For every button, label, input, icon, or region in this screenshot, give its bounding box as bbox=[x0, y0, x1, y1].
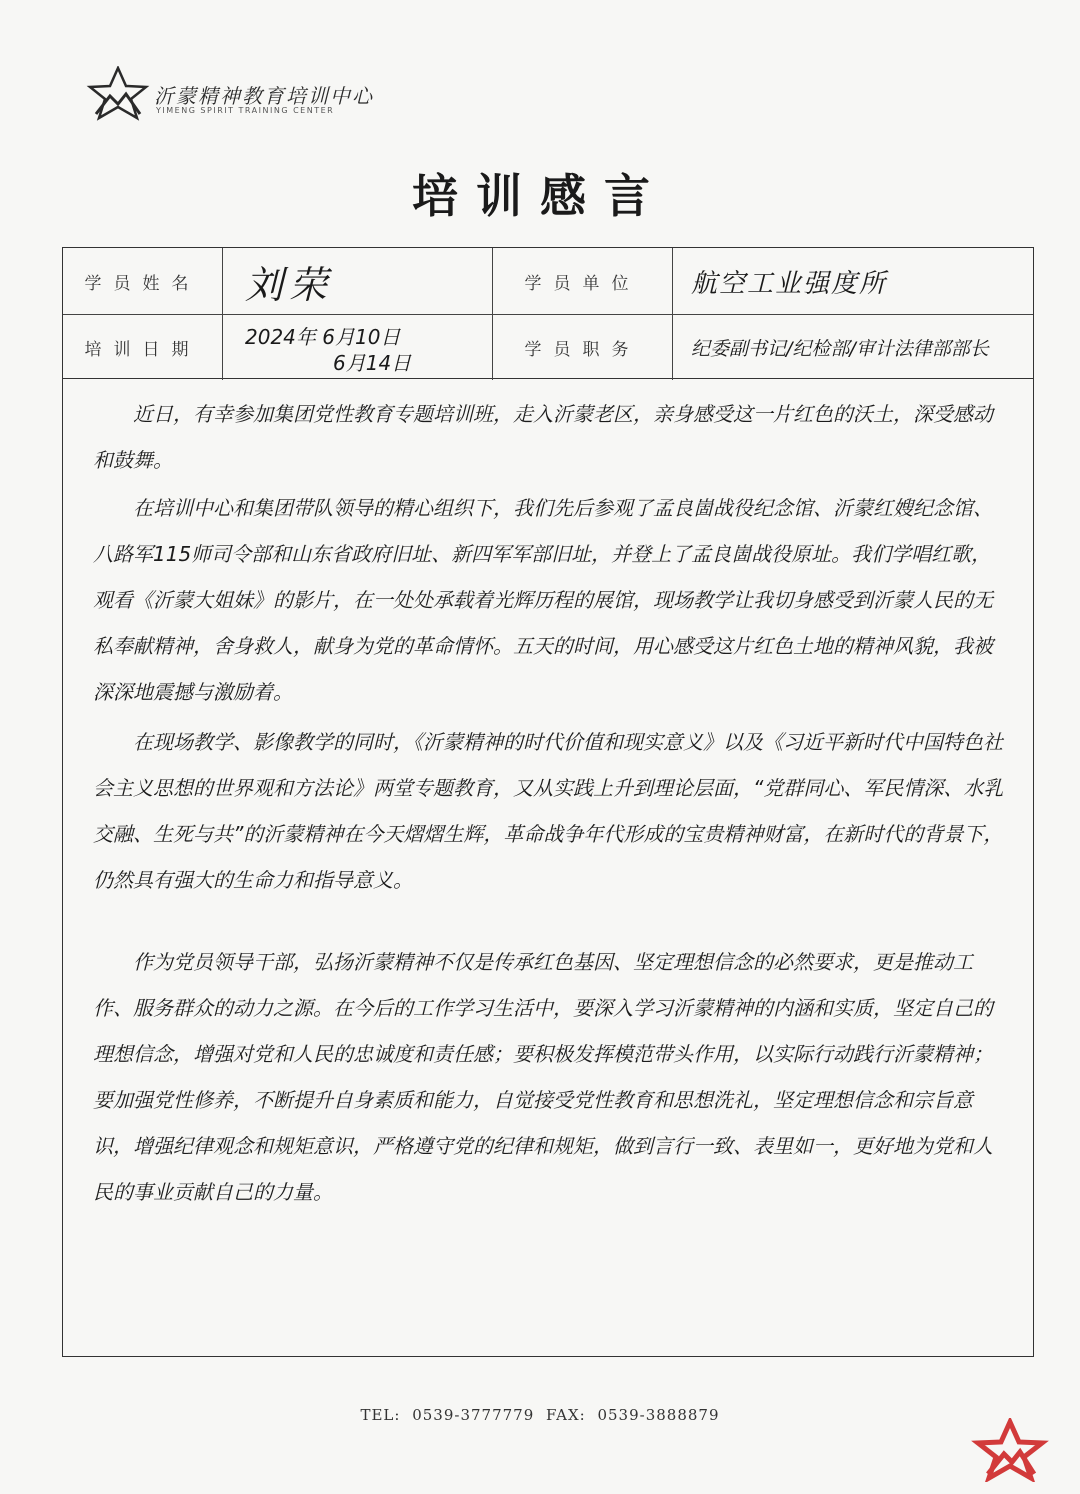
date-end: 6月14日 bbox=[333, 351, 412, 375]
date-start: 2024年 6月10日 bbox=[245, 325, 401, 349]
red-star-icon bbox=[970, 1418, 1050, 1486]
reflection-body bbox=[62, 379, 1034, 1357]
position-label: 学员职务 bbox=[524, 339, 641, 360]
paragraph-2: 在培训中心和集团带队领导的精心组织下，我们先后参观了孟良崮战役纪念馆、沂蒙红嫂纪念馆、八路军115师司令部和山东省政府旧址、新四军军部旧址，并登上了孟良崮战役原址。我们学唱红歌，观看《沂蒙大姐妹》的影片，在一处处承载着光辉历程的展馆，现场教学让我切身感受到沂蒙人民的无私奉献精神，舍身救人，献身为党的革命情怀。五天的时间，用心感受这片红色土地的精神风貌，我被深深地震撼与激励着。 bbox=[93, 496, 993, 704]
info-row-1 bbox=[63, 248, 1033, 315]
name-value: 刘荣 bbox=[245, 262, 334, 307]
star-mountain-icon bbox=[84, 66, 152, 122]
paragraph-3: 在现场教学、影像教学的同时，《沂蒙精神的时代价值和现实意义》以及《习近平新时代中国特色社会主义思想的世界观和方法论》两堂专题教育，又从实践上升到理论层面，“党群同心、军民情深、水乳交融、生死与共”的沂蒙精神在今天熠熠生辉，革命战争年代形成的宝贵精神财富，在新时代的背景下，仍然具有强大的生命力和指导意义。 bbox=[93, 730, 1004, 892]
center-logo bbox=[84, 66, 404, 126]
position-value: 纪委副书记/纪检部/审计法律部部长 bbox=[691, 337, 989, 360]
paragraph-4: 作为党员领导干部，弘扬沂蒙精神不仅是传承红色基因、坚定理想信念的必然要求，更是推动工作、服务群众的动力之源。在今后的工作学习生活中，要深入学习沂蒙精神的内涵和实质，坚定自己的理想信念，增强对党和人民的忠诚度和责任感；要积极发挥模范带头作用，以实际行动践行沂蒙精神；要加强党性修养，不断提升自身素质和能力，自觉接受党性教育和思想洗礼，坚定理想信念和宗旨意识，增强纪律观念和规矩意识，严格遵守党的纪律和规矩，做到言行一致、表里如一，更好地为党和人民的事业贡献自己的力量。 bbox=[93, 950, 993, 1204]
logo-chinese-text: 沂蒙精神教育培训中心 bbox=[154, 84, 374, 108]
paragraph-1: 近日，有幸参加集团党性教育专题培训班，走入沂蒙老区，亲身感受这一片红色的沃土，深受感动和鼓舞。 bbox=[93, 402, 993, 472]
unit-label: 学员单位 bbox=[524, 273, 641, 294]
contact-footer: TEL: 0539-3777779 FAX: 0539-3888879 bbox=[360, 1406, 720, 1424]
logo-english-text: YIMENG SPIRIT TRAINING CENTER bbox=[156, 106, 335, 115]
page-title: 培训感言 bbox=[412, 169, 668, 223]
unit-value: 航空工业强度所 bbox=[691, 268, 888, 299]
name-label: 学员姓名 bbox=[84, 273, 201, 294]
training-dates bbox=[245, 317, 475, 377]
info-row-2 bbox=[63, 314, 1033, 380]
date-label: 培训日期 bbox=[84, 339, 201, 360]
student-info-table bbox=[62, 247, 1034, 379]
